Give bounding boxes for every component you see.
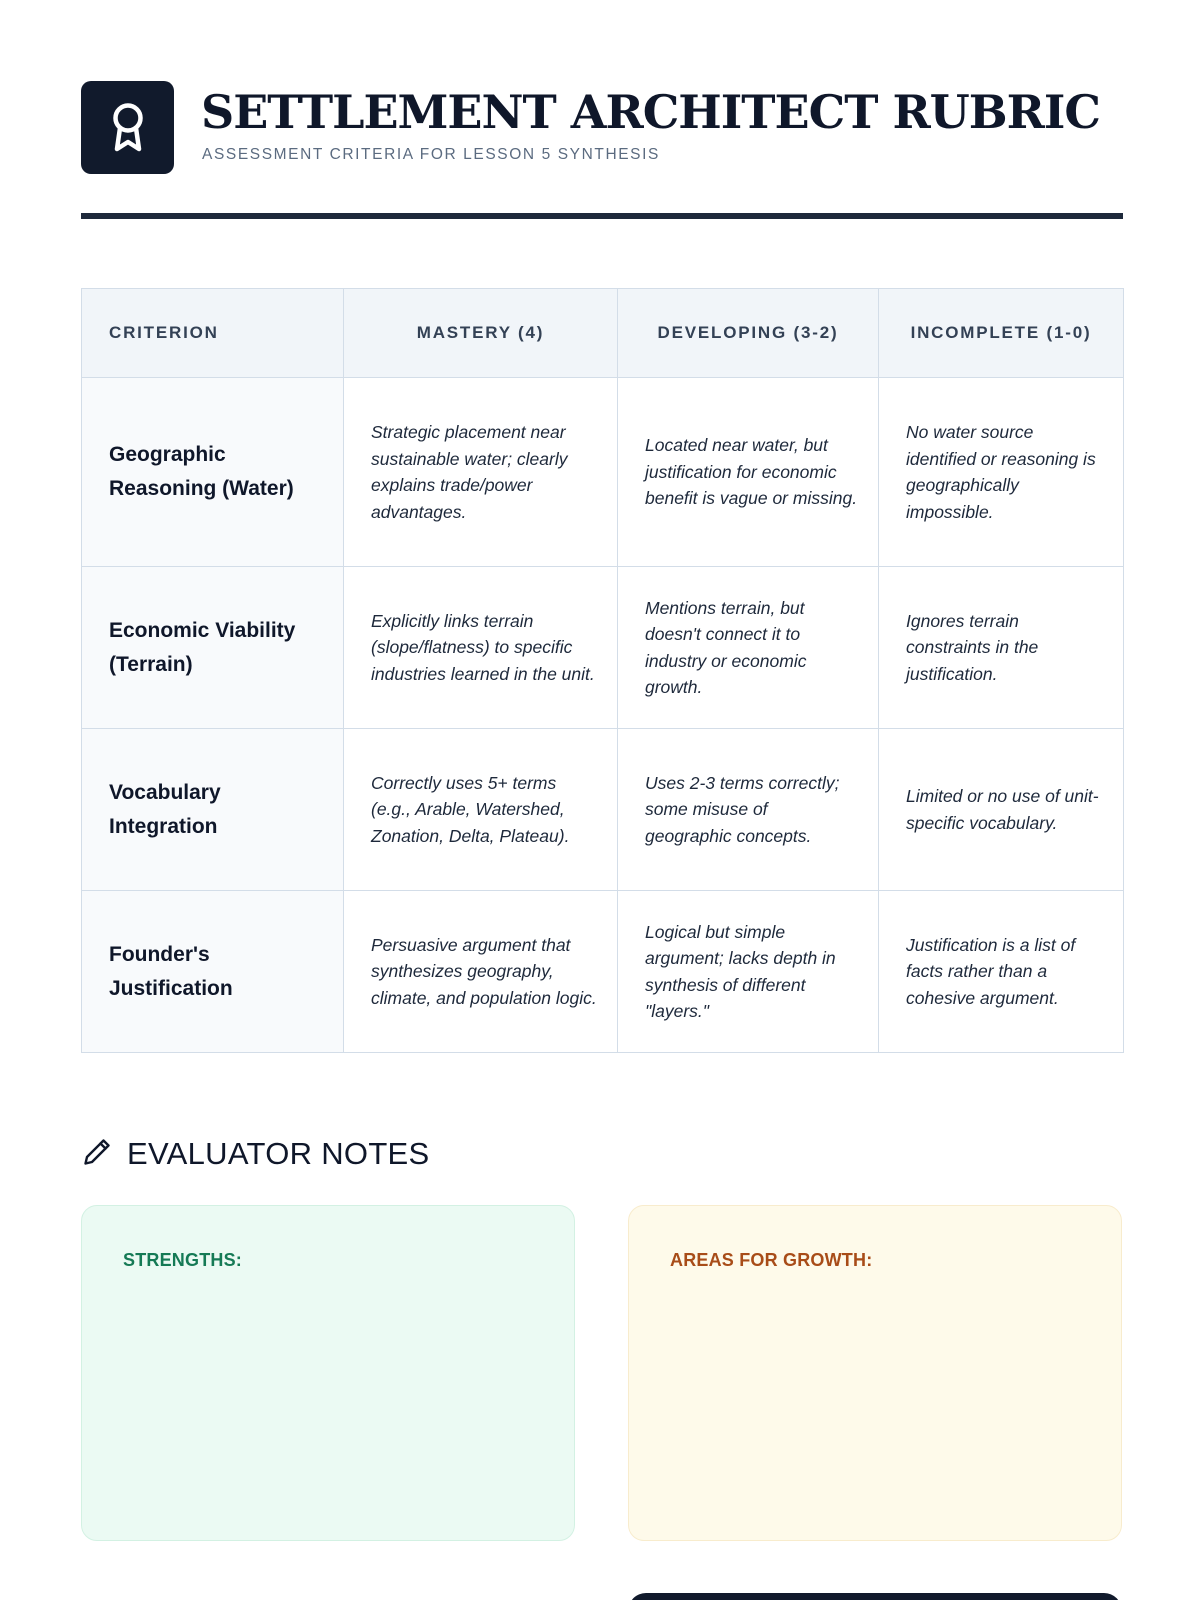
column-header-incomplete: INCOMPLETE (1-0) xyxy=(879,289,1124,378)
table-row xyxy=(82,567,1124,729)
table-header-row xyxy=(82,289,1124,378)
criterion-cell: Founder's Justification xyxy=(82,891,344,1053)
mastery-cell: Explicitly links terrain (slope/flatness) to specific industries learned in the unit. xyxy=(344,567,618,729)
developing-cell: Uses 2-3 terms correctly; some misuse of geographic concepts. xyxy=(618,729,879,891)
column-header-criterion: CRITERION xyxy=(82,289,344,378)
strengths-box[interactable] xyxy=(81,1205,575,1541)
mastery-cell: Strategic placement near sustainable water; clearly explains trade/power advantages. xyxy=(344,378,618,567)
award-ribbon-icon xyxy=(81,81,174,174)
evaluator-notes-heading xyxy=(81,1134,430,1174)
rubric-table xyxy=(81,288,1124,1053)
developing-cell: Located near water, but justification for economic benefit is vague or missing. xyxy=(618,378,879,567)
table-row xyxy=(82,891,1124,1053)
criterion-cell: Economic Viability (Terrain) xyxy=(82,567,344,729)
column-header-mastery: MASTERY (4) xyxy=(344,289,618,378)
table-row xyxy=(82,729,1124,891)
developing-cell: Mentions terrain, but doesn't connect it to industry or economic growth. xyxy=(618,567,879,729)
page-title: SETTLEMENT ARCHITECT RUBRIC xyxy=(201,85,1101,139)
header-divider xyxy=(81,213,1123,219)
criterion-cell: Vocabulary Integration xyxy=(82,729,344,891)
mastery-cell: Correctly uses 5+ terms (e.g., Arable, Watershed, Zonation, Delta, Plateau). xyxy=(344,729,618,891)
developing-cell: Logical but simple argument; lacks depth in synthesis of different "layers." xyxy=(618,891,879,1053)
notes-title: EVALUATOR NOTES xyxy=(127,1136,430,1171)
growth-label: AREAS FOR GROWTH: xyxy=(670,1250,873,1270)
page-subtitle: ASSESSMENT CRITERIA FOR LESSON 5 SYNTHESIS xyxy=(202,146,660,163)
growth-box[interactable] xyxy=(628,1205,1122,1541)
mastery-cell: Persuasive argument that synthesizes geography, climate, and population logic. xyxy=(344,891,618,1053)
criterion-cell: Geographic Reasoning (Water) xyxy=(82,378,344,567)
column-header-developing: DEVELOPING (3-2) xyxy=(618,289,879,378)
table-row xyxy=(82,378,1124,567)
strengths-label: STRENGTHS: xyxy=(123,1250,242,1270)
footer-bar xyxy=(628,1593,1122,1600)
page-header xyxy=(81,81,1123,221)
incomplete-cell: Limited or no use of unit-specific vocabulary. xyxy=(879,729,1124,891)
incomplete-cell: Justification is a list of facts rather than a cohesive argument. xyxy=(879,891,1124,1053)
incomplete-cell: Ignores terrain constraints in the justification. xyxy=(879,567,1124,729)
pencil-icon xyxy=(81,1136,113,1173)
incomplete-cell: No water source identified or reasoning is geographically impossible. xyxy=(879,378,1124,567)
